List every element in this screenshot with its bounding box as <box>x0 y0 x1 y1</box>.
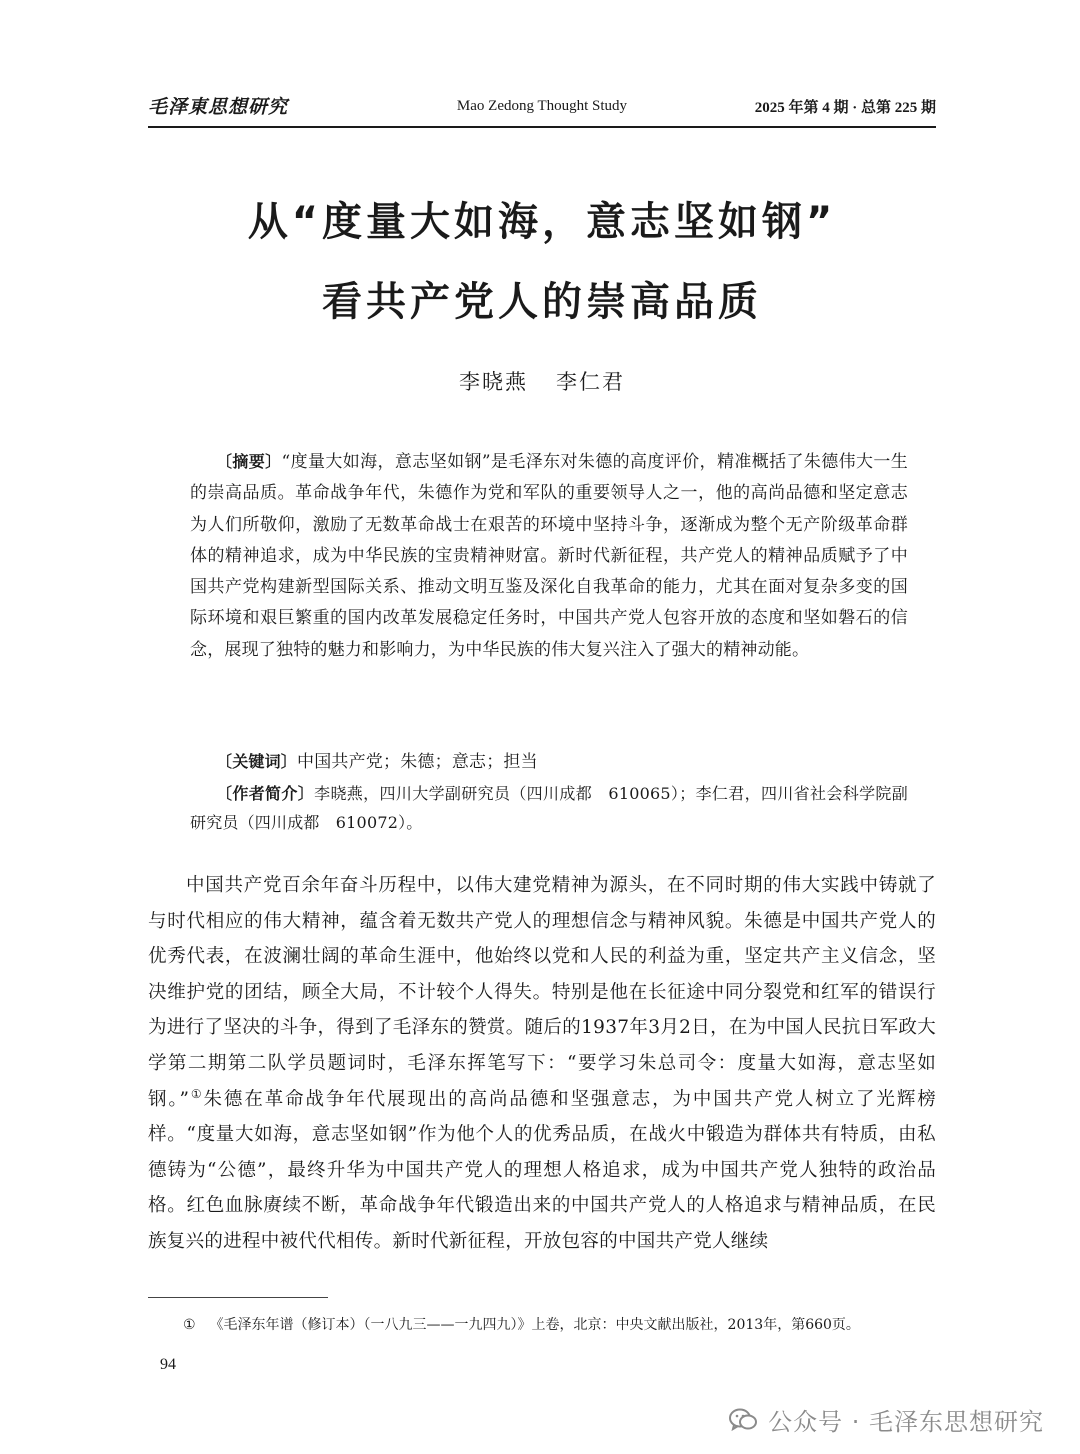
authors <box>148 366 936 396</box>
journal-english-title: Mao Zedong Thought Study <box>456 98 628 114</box>
keywords-text: 中国共产党；朱德；意志；担当 <box>297 752 538 772</box>
footnote-marker: ① <box>183 1317 196 1333</box>
author-info <box>190 779 908 837</box>
author-name: 李晓燕 <box>459 370 528 394</box>
body-paragraph <box>148 868 936 1260</box>
wechat-watermark <box>728 1402 1044 1437</box>
article-title-line-1: 从“度量大如海，意志坚如钢” <box>247 199 837 245</box>
abstract-text: “度量大如海，意志坚如钢”是毛泽东对朱德的高度评价，精准概括了朱德伟大一生的崇高品质。革命战争年代，朱德作为党和军队的重要领导人之一，他的高尚品德和坚定意志为人们所敬仰，激励了无数革命战士在艰苦的环境中坚持斗争，逐渐成为整个无产阶级革命群体的精神追求，成为中华民族的宝贵精神财富。新时代新征程，共产党人的精神品质赋予了中国共产党构建新型国际关系、推动文明互鉴及深化自我革命的能力，尤其在面对复杂多变的国际环境和艰巨繁重的国内改革发展稳定任务时，中国共产党人包容开放的态度和坚如磐石的信念，展现了独特的魅力和影响力，为中华民族的伟大复兴注入了强大的精神动能。 <box>190 452 908 660</box>
footnote-divider <box>148 1297 328 1298</box>
author-name: 李仁君 <box>556 370 625 394</box>
journal-logo: 毛泽東思想研究 <box>148 96 289 118</box>
keywords <box>190 746 908 778</box>
page-number: 94 <box>160 1356 176 1373</box>
keywords-label: 〔关键词〕 <box>216 752 298 771</box>
abstract-label: 〔摘要〕 <box>216 452 282 471</box>
footnote-reference[interactable]: ① <box>189 1086 204 1101</box>
article-title-line-2: 看共产党人的崇高品质 <box>322 279 762 325</box>
footnote-text: 《毛泽东年谱（修订本）（一八九三——一九四九）》上卷，北京：中央文献出版社，2013年，第660页。 <box>209 1317 860 1333</box>
footnote <box>183 1315 943 1335</box>
author-info-label: 〔作者简介〕 <box>216 784 315 803</box>
abstract <box>190 446 908 666</box>
watermark-text: 公众号 · 毛泽东思想研究 <box>768 1408 1044 1436</box>
author-info-text: 李晓燕，四川大学副研究员（四川成都 610065）；李仁君，四川省社会科学院副研究员（四川成都 610072）。 <box>190 784 908 832</box>
body-text-part-2: 朱德在革命战争年代展现出的高尚品德和坚强意志，为中国共产党人树立了光辉榜样。“度量大如海，意志坚如钢”作为他个人的优秀品质，在战火中锻造为群体共有特质，由私德铸为“公德”，最终升华为中国共产党人的理想人格追求，成为中国共产党人独特的政治品格。红色血脉赓续不断，革命战争年代锻造出来的中国共产党人的人格追求与精神品质，在民族复兴的进程中被代代相传。新时代新征程，开放包容的中国共产党人继续 <box>148 1088 937 1252</box>
body-text-part-1: 中国共产党百余年奋斗历程中，以伟大建党精神为源头，在不同时期的伟大实践中铸就了与时代相应的伟大精神，蕴含着无数共产党人的理想信念与精神风貌。朱德是中国共产党人的优秀代表，在波澜壮阔的革命生涯中，他始终以党和人民的利益为重，坚定共产主义信念，坚决维护党的团结，顾全大局，不计较个人得失。特别是他在长征途中同分裂党和红军的错误行为进行了坚决的斗争，得到了毛泽东的赞赏。随后的1937年3月2日，在为中国人民抗日军政大学第二期第二队学员题词时，毛泽东挥笔写下：“要学习朱总司令：度量大如海，意志坚如钢。” <box>148 875 936 1110</box>
wechat-icon <box>728 1407 758 1433</box>
issue-number: 2025 年第 4 期 · 总第 225 期 <box>754 100 936 116</box>
running-header <box>148 90 936 128</box>
